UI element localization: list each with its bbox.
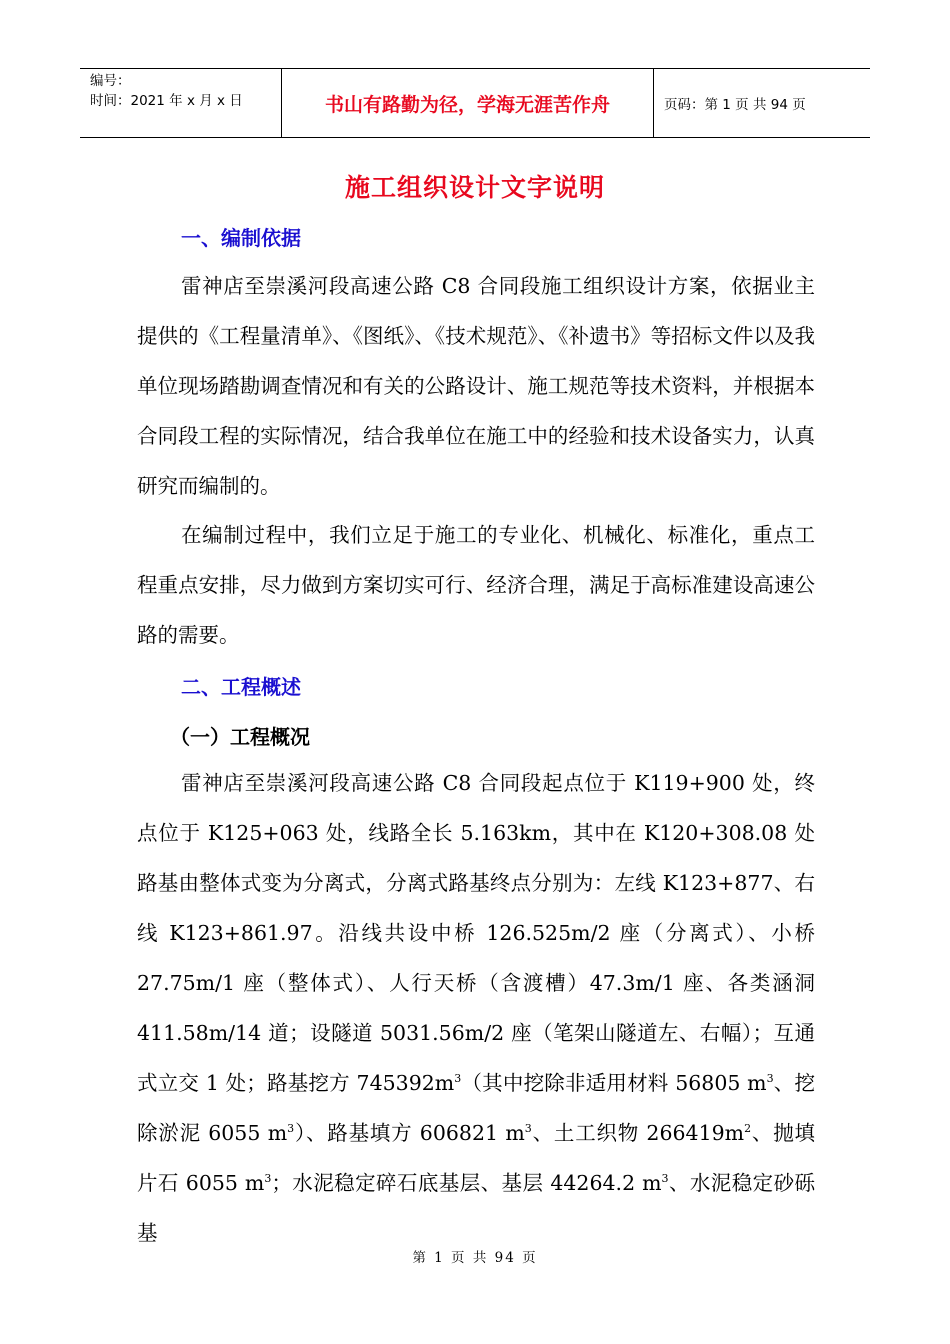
paragraph-basis-2: 在编制过程中，我们立足于施工的专业化、机械化、标准化，重点工程重点安排，尽力做到方案切实可行、经济合理，满足于高标准建设高速公路的需要。 bbox=[137, 523, 815, 647]
page-footer: 第 1 页 共 94 页 bbox=[412, 1250, 538, 1266]
header-meta-cell bbox=[80, 69, 282, 137]
header-motto: 书山有路勤为径，学海无涯苦作舟 bbox=[282, 69, 654, 137]
superscript: 3 bbox=[661, 1172, 669, 1186]
overview-text: 、土工织物 266419m bbox=[531, 1121, 745, 1145]
overview-text: ；水泥稳定碎石底基层、基层 44264.2 m bbox=[271, 1171, 662, 1195]
overview-text: 、挖除淤泥 6055 m bbox=[137, 1071, 816, 1145]
superscript: 2 bbox=[744, 1122, 752, 1136]
overview-text: 、抛填片石 6055 m bbox=[137, 1121, 815, 1195]
superscript: 3 bbox=[524, 1122, 532, 1136]
overview-text: （其中挖除非适用材料 56805 m bbox=[461, 1071, 767, 1095]
superscript: 3 bbox=[264, 1172, 272, 1186]
overview-text: 、水泥稳定砂砾基 bbox=[137, 1171, 816, 1245]
paragraph-overview-1 bbox=[137, 758, 815, 1258]
document-title: 施工组织设计文字说明 bbox=[344, 173, 605, 202]
section-heading-basis: 一、编制依据 bbox=[181, 226, 301, 250]
header-page-info: 页码：第 1 页 共 94 页 bbox=[664, 97, 806, 113]
page-header-table bbox=[80, 68, 870, 138]
overview-text: 雷神店至崇溪河段高速公路 C8 合同段起点位于 K119+900 处，终点位于 K125+063 处，线路全长 5.163km，其中在 K120+308.08 处路基由整体式变为分离式，分离式路基终点分别为：左线 K123+877、右线 K123+861.97。沿线共设中桥 126.525m/2 座（分离式）、小桥 27.75m/1 座（整体式）、人行天桥（含渡槽）47.3m/1 座、各类涵洞 411.58m/14 道；设隧道 5031.56m/2 座（笔架山隧道左、右幅）；互通式立交 1 处；路基挖方 745392m bbox=[137, 771, 815, 1095]
serial-number-label: 编号： bbox=[90, 73, 131, 89]
superscript: 3 bbox=[766, 1072, 774, 1086]
superscript: 3 bbox=[454, 1072, 462, 1086]
subsection-heading-overview: （一）工程概况 bbox=[170, 725, 310, 749]
section-heading-overview: 二、工程概述 bbox=[181, 675, 301, 699]
overview-text: ）、路基填方 606821 m bbox=[294, 1121, 525, 1145]
paragraph-basis-1: 雷神店至崇溪河段高速公路 C8 合同段施工组织设计方案，依据业主提供的《工程量清单》、《图纸》、《技术规范》、《补遗书》等招标文件以及我单位现场踏勘调查情况和有关的公路设计、施工规范等技术资料，并根据本合同段工程的实际情况，结合我单位在施工中的经验和技术设备实力，认真研究而编制的。 bbox=[137, 274, 815, 498]
date-label: 时间：2021 年 x 月 x 日 bbox=[90, 93, 243, 109]
superscript: 3 bbox=[287, 1122, 295, 1136]
